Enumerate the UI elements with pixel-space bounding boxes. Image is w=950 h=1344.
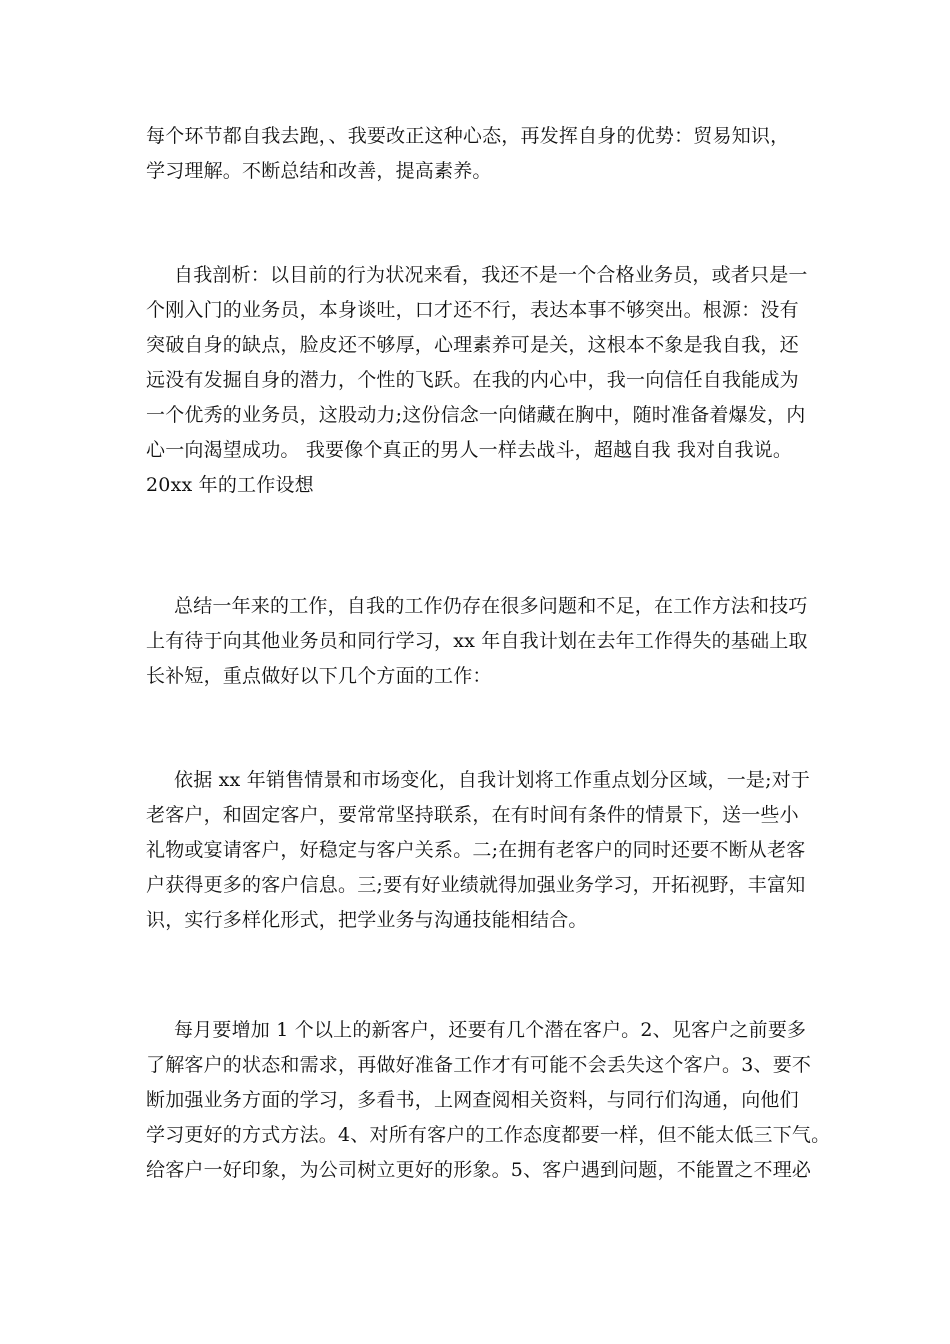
text-line: 个刚入门的业务员，本身谈吐，口才还不行，表达本事不够突出。根源：没有	[146, 299, 799, 321]
paragraph-sales-plan	[146, 763, 846, 938]
text-line: 依据 xx 年销售情景和市场变化，自我计划将工作重点划分区域，一是;对于	[174, 769, 811, 791]
text-line: 学习更好的方式方法。4、对所有客户的工作态度都要一样，但不能太低三下气。	[146, 1124, 831, 1146]
text-line: 一个优秀的业务员，这股动力;这份信念一向储藏在胸中，随时准备着爆发，内	[146, 404, 806, 426]
text-line: 每个环节都自我去跑，、我要改正这种心态，再发挥自身的优势：贸易知识，	[146, 125, 790, 147]
text-line: 给客户一好印象，为公司树立更好的形象。5、客户遇到问题，不能置之不理必	[146, 1159, 812, 1181]
text-line: 户获得更多的客户信息。三;要有好业绩就得加强业务学习，开拓视野，丰富知	[146, 874, 806, 896]
text-line: 每月要增加 1 个以上的新客户，还要有几个潜在客户。2、见客户之前要多	[174, 1019, 807, 1041]
paragraph-self-analysis	[146, 258, 846, 503]
text-line: 了解客户的状态和需求，再做好准备工作才有可能不会丢失这个客户。3、要不	[146, 1054, 812, 1076]
text-line: 突破自身的缺点，脸皮还不够厚，心理素养可是关，这根本不象是我自我，还	[146, 334, 799, 356]
text-line: 自我剖析：以目前的行为状况来看，我还不是一个合格业务员，或者只是一	[174, 264, 808, 286]
paragraph-continued	[146, 119, 846, 189]
text-line: 心一向渴望成功。 我要像个真正的男人一样去战斗，超越自我 我对自我说。	[146, 439, 793, 461]
text-line: 上有待于向其他业务员和同行学习，xx 年自我计划在去年工作得失的基础上取	[146, 630, 808, 652]
text-line: 总结一年来的工作，自我的工作仍存在很多问题和不足，在工作方法和技巧	[174, 595, 808, 617]
text-line: 识，实行多样化形式，把学业务与沟通技能相结合。	[146, 909, 588, 931]
paragraph-summary	[146, 589, 846, 694]
text-line: 礼物或宴请客户，好稳定与客户关系。二;在拥有老客户的同时还要不断从老客	[146, 839, 806, 861]
text-line: 远没有发掘自身的潜力，个性的飞跃。在我的内心中，我一向信任自我能成为	[146, 369, 799, 391]
section-heading: 20xx 年的工作设想	[146, 474, 314, 496]
text-line: 学习理解。不断总结和改善，提高素养。	[146, 160, 492, 182]
text-line: 长补短，重点做好以下几个方面的工作：	[146, 665, 492, 687]
paragraph-monthly-goals	[146, 1013, 846, 1188]
text-line: 老客户，和固定客户，要常常坚持联系，在有时间有条件的情景下，送一些小	[146, 804, 799, 826]
text-line: 断加强业务方面的学习，多看书，上网查阅相关资料，与同行们沟通，向他们	[146, 1089, 799, 1111]
